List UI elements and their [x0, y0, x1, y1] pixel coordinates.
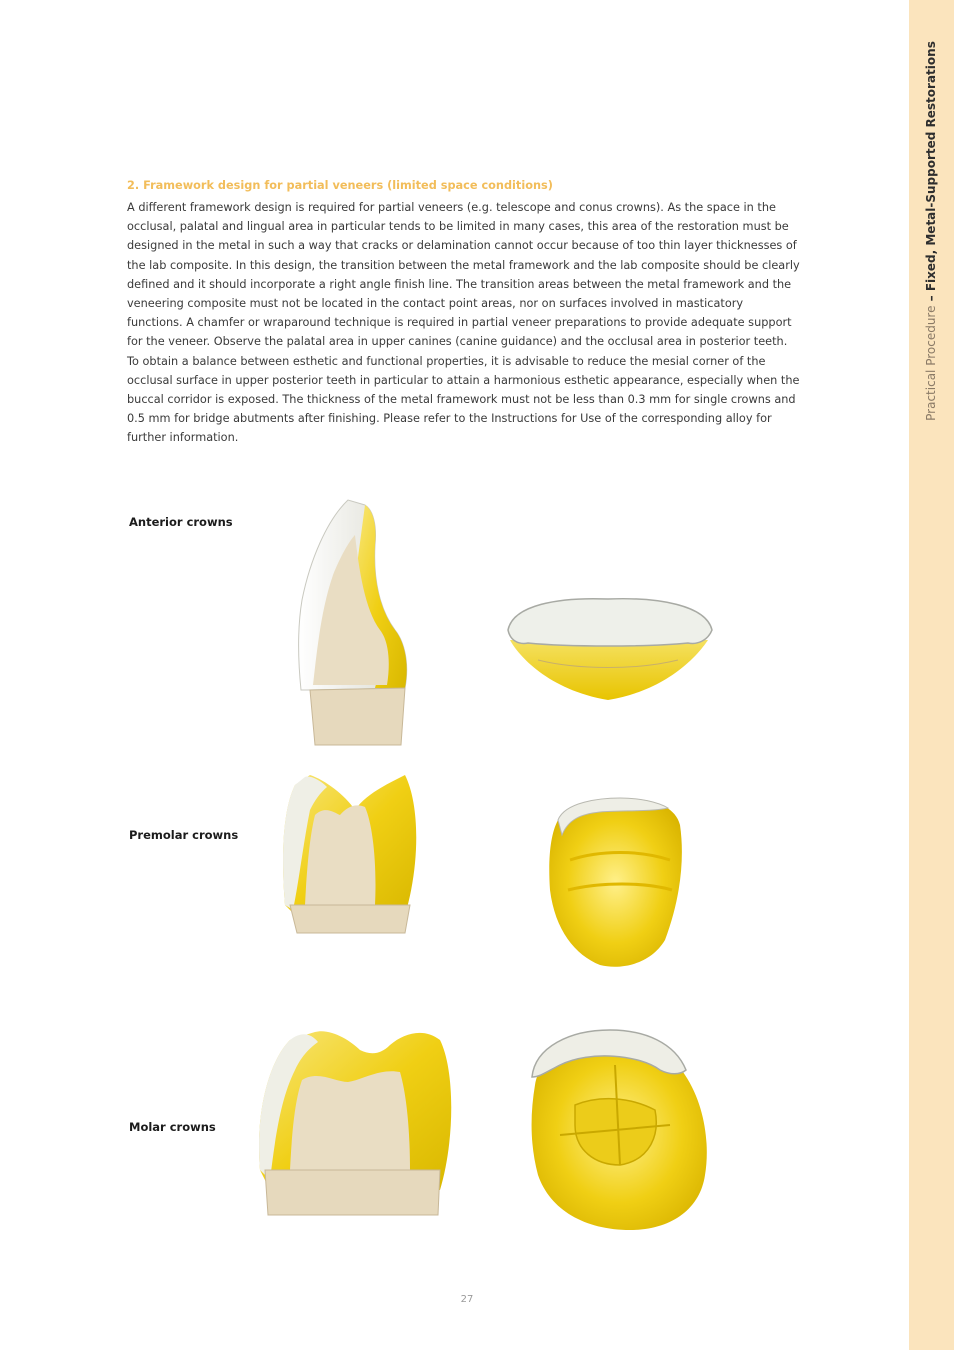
anterior-crowns-label: Anterior crowns: [129, 515, 233, 529]
sidebar-section-title: [924, 41, 938, 421]
molar-crowns-label: Molar crowns: [129, 1120, 216, 1134]
premolar-crown-occlusal-illustration: [540, 790, 690, 975]
molar-crown-side-illustration: [240, 1010, 460, 1240]
sidebar-title-bold: – Fixed, Metal-Supported Restorations: [924, 41, 938, 306]
premolar-crown-side-illustration: [255, 765, 425, 945]
molar-crown-occlusal-illustration: [520, 1025, 720, 1235]
sidebar-title-prefix: Practical Procedure: [924, 305, 938, 421]
section-paragraph: A different framework design is required for partial veneers (e.g. telescope and conus crowns). As the space in the occlusal, palatal and lingual area in particular tends to be limited in many cases, this area of the restoration must be designed in the metal in such a way that cracks or delamination cannot occur because of too thin layer thicknesses of the lab composite. In this design, the transition between the metal framework and the lab composite should be clearly defined and it should incorporate a right angle finish line. The transition areas between the metal framework and the veneering composite must not be located in the contact point areas, nor on surfaces involved in masticatory functions. A chamfer or wraparound technique is required in partial veneer preparations to provide adequate support for the veneer. Observe the palatal area in upper canines (canine guidance) and the occlusal area in posterior teeth. To obtain a balance between esthetic and functional properties, it is advisable to reduce the mesial corner of the occlusal surface in upper posterior teeth in particular to attain a harmonious esthetic appearance, especially when the buccal corridor is exposed. The thickness of the metal framework must not be less than 0.3 mm for single crowns and 0.5 mm for bridge abutments after finishing. Please refer to the Instructions for Use of the corresponding alloy for further information.: [127, 201, 800, 445]
anterior-crown-occlusal-illustration: [498, 585, 720, 705]
anterior-crown-side-illustration: [255, 490, 415, 755]
page-number: 27: [460, 1294, 474, 1305]
premolar-crowns-label: Premolar crowns: [129, 828, 239, 842]
section-heading: 2. Framework design for partial veneers (limited space conditions): [127, 179, 553, 192]
